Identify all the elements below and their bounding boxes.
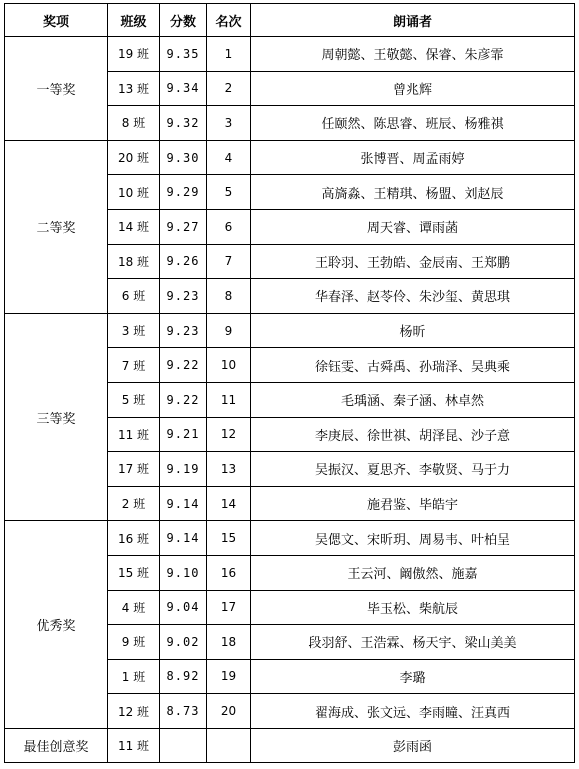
score-cell: 9.26: [160, 244, 207, 279]
reciters-cell: 毛瑀涵、秦子涵、林卓然: [251, 382, 575, 417]
score-cell: [160, 728, 207, 763]
class-cell: 17 班: [108, 452, 160, 487]
rank-cell: 19: [207, 659, 251, 694]
class-cell: 12 班: [108, 694, 160, 729]
reciters-cell: 任颐然、陈思睿、班辰、杨雅祺: [251, 106, 575, 141]
rank-cell: 10: [207, 348, 251, 383]
class-cell: 10 班: [108, 175, 160, 210]
class-cell: 9 班: [108, 625, 160, 660]
reciters-cell: 段羽舒、王浩霖、杨天宇、梁山美美: [251, 625, 575, 660]
class-cell: 5 班: [108, 382, 160, 417]
score-cell: 8.92: [160, 659, 207, 694]
reciters-cell: 李璐: [251, 659, 575, 694]
reciters-cell: 周朝懿、王敬懿、保睿、朱彦霏: [251, 37, 575, 72]
rank-cell: 8: [207, 279, 251, 314]
class-cell: 8 班: [108, 106, 160, 141]
rank-cell: 15: [207, 521, 251, 556]
rank-cell: 1: [207, 37, 251, 72]
header-class: 班级: [108, 4, 160, 37]
reciters-cell: 吴振汉、夏思齐、李敬贤、马于力: [251, 452, 575, 487]
rank-cell: 9: [207, 313, 251, 348]
reciters-cell: 施君鉴、毕皓宇: [251, 486, 575, 521]
table-row: [5, 140, 575, 175]
reciters-cell: 王云河、阚傲然、施嘉: [251, 555, 575, 590]
class-cell: 7 班: [108, 348, 160, 383]
class-cell: 4 班: [108, 590, 160, 625]
award-level-cell: 优秀奖: [5, 521, 108, 729]
reciters-cell: 吴偲文、宋昕玥、周易韦、叶柏呈: [251, 521, 575, 556]
score-cell: 9.14: [160, 521, 207, 556]
rank-cell: 7: [207, 244, 251, 279]
rank-cell: 20: [207, 694, 251, 729]
class-cell: 11 班: [108, 417, 160, 452]
score-cell: 9.34: [160, 71, 207, 106]
rank-cell: 2: [207, 71, 251, 106]
table-row: [5, 728, 575, 763]
score-cell: 9.32: [160, 106, 207, 141]
class-cell: 13 班: [108, 71, 160, 106]
class-cell: 1 班: [108, 659, 160, 694]
header-award: 奖项: [5, 4, 108, 37]
class-cell: 14 班: [108, 209, 160, 244]
reciters-cell: 杨昕: [251, 313, 575, 348]
score-cell: 9.02: [160, 625, 207, 660]
reciters-cell: 李庚辰、徐世祺、胡泽昆、沙子意: [251, 417, 575, 452]
score-cell: 9.04: [160, 590, 207, 625]
reciters-cell: 王聆羽、王勃皓、金辰南、王郑鹏: [251, 244, 575, 279]
rank-cell: 11: [207, 382, 251, 417]
award-level-cell: 三等奖: [5, 313, 108, 521]
score-cell: 9.23: [160, 313, 207, 348]
score-cell: 9.35: [160, 37, 207, 72]
rank-cell: 12: [207, 417, 251, 452]
reciters-cell: 曾兆辉: [251, 71, 575, 106]
rank-cell: 5: [207, 175, 251, 210]
rank-cell: 14: [207, 486, 251, 521]
header-rank: 名次: [207, 4, 251, 37]
score-cell: 9.30: [160, 140, 207, 175]
header-score: 分数: [160, 4, 207, 37]
rank-cell: 3: [207, 106, 251, 141]
score-cell: 9.29: [160, 175, 207, 210]
score-cell: 9.23: [160, 279, 207, 314]
class-cell: 2 班: [108, 486, 160, 521]
rank-cell: 6: [207, 209, 251, 244]
class-cell: 15 班: [108, 555, 160, 590]
table-body: [5, 37, 575, 763]
rank-cell: 16: [207, 555, 251, 590]
header-row: [5, 4, 575, 37]
class-cell: 20 班: [108, 140, 160, 175]
score-cell: 9.21: [160, 417, 207, 452]
rank-cell: 18: [207, 625, 251, 660]
reciters-cell: 周天睿、谭雨菡: [251, 209, 575, 244]
score-cell: 9.22: [160, 348, 207, 383]
table-row: [5, 313, 575, 348]
reciters-cell: 张博晋、周孟雨婷: [251, 140, 575, 175]
class-cell: 18 班: [108, 244, 160, 279]
award-level-cell: 一等奖: [5, 37, 108, 141]
table-row: [5, 37, 575, 72]
reciters-cell: 高旖淼、王精琪、杨盟、刘赵辰: [251, 175, 575, 210]
class-cell: 11 班: [108, 728, 160, 763]
reciters-cell: 彭雨函: [251, 728, 575, 763]
score-cell: 9.14: [160, 486, 207, 521]
header-reciters: 朗诵者: [251, 4, 575, 37]
score-cell: 9.10: [160, 555, 207, 590]
class-cell: 19 班: [108, 37, 160, 72]
reciters-cell: 翟海成、张文远、李雨瞳、汪真西: [251, 694, 575, 729]
rank-cell: 17: [207, 590, 251, 625]
score-cell: 8.73: [160, 694, 207, 729]
score-cell: 9.22: [160, 382, 207, 417]
rank-cell: 13: [207, 452, 251, 487]
score-cell: 9.19: [160, 452, 207, 487]
score-cell: 9.27: [160, 209, 207, 244]
reciters-cell: 毕玉松、柴航辰: [251, 590, 575, 625]
rank-cell: [207, 728, 251, 763]
award-level-cell: 二等奖: [5, 140, 108, 313]
reciters-cell: 徐钰雯、古舜禹、孙瑞泽、吴典乘: [251, 348, 575, 383]
award-level-cell: 最佳创意奖: [5, 728, 108, 763]
awards-table: [4, 3, 575, 763]
class-cell: 16 班: [108, 521, 160, 556]
class-cell: 3 班: [108, 313, 160, 348]
class-cell: 6 班: [108, 279, 160, 314]
rank-cell: 4: [207, 140, 251, 175]
reciters-cell: 华春泽、赵苓伶、朱沙玺、黄思琪: [251, 279, 575, 314]
table-row: [5, 521, 575, 556]
